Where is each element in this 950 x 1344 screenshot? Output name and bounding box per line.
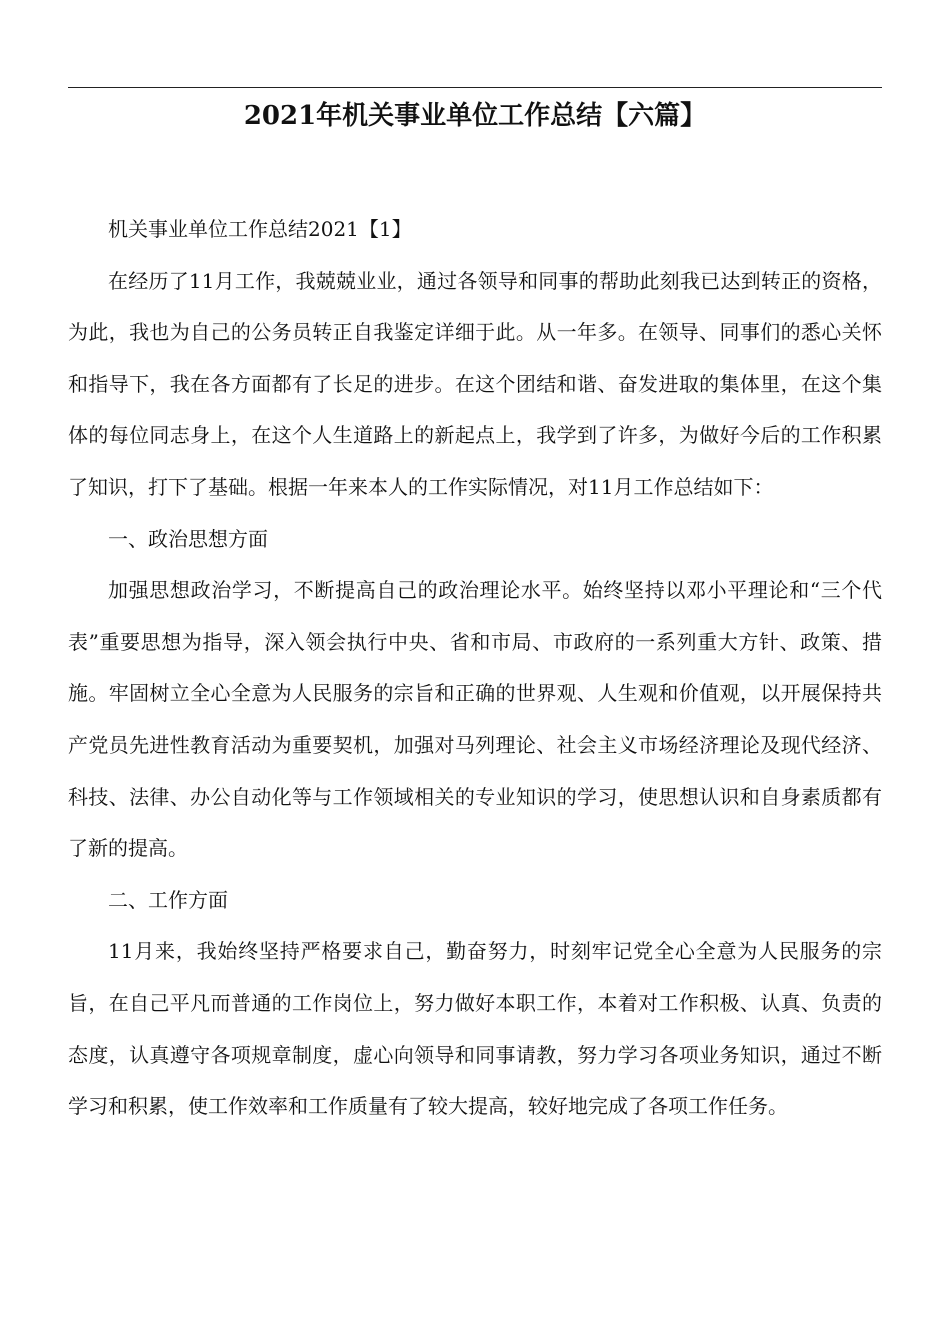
paragraph-intro: 在经历了11月工作，我兢兢业业，通过各领导和同事的帮助此刻我已达到转正的资格，为此，我也为自己的公务员转正自我鉴定详细于此。从一年多。在领导、同事们的悉心关怀和指导下，我在各方面都有了长足的进步。在这个团结和谐、奋发进取的集体里，在这个集体的每位同志身上，在这个人生道路上的新起点上，我学到了许多，为做好今后的工作积累了知识，打下了基础。根据一年来本人的工作实际情况，对11月工作总结如下： xyxy=(68,268,882,499)
document-title: 2021年机关事业单位工作总结【六篇】 xyxy=(243,101,707,131)
section-heading-work: 二、工作方面 xyxy=(108,887,228,912)
header-rule xyxy=(68,87,882,88)
paragraph-work: 11月来，我始终坚持严格要求自己，勤奋努力，时刻牢记党全心全意为人民服务的宗旨，在自己平凡而普通的工作岗位上，努力做好本职工作，本着对工作积极、认真、负责的态度，认真遵守各项规章制度，虚心向领导和同事请教，努力学习各项业务知识，通过不断学习和积累，使工作效率和工作质量有了较大提高，较好地完成了各项工作任务。 xyxy=(68,939,882,1119)
section-heading-political: 一、政治思想方面 xyxy=(108,526,268,551)
section-heading-1: 机关事业单位工作总结2021【1】 xyxy=(108,217,412,241)
document-body xyxy=(68,204,882,1133)
paragraph-political: 加强思想政治学习，不断提高自己的政治理论水平。始终坚持以邓小平理论和“三个代表”重要思想为指导，深入领会执行中央、省和市局、市政府的一系列重大方针、政策、措施。牢固树立全心全意为人民服务的宗旨和正确的世界观、人生观和价值观，以开展保持共产党员先进性教育活动为重要契机，加强对马列理论、社会主义市场经济理论及现代经济、科技、法律、办公自动化等与工作领域相关的专业知识的学习，使思想认识和自身素质都有了新的提高。 xyxy=(68,578,882,861)
